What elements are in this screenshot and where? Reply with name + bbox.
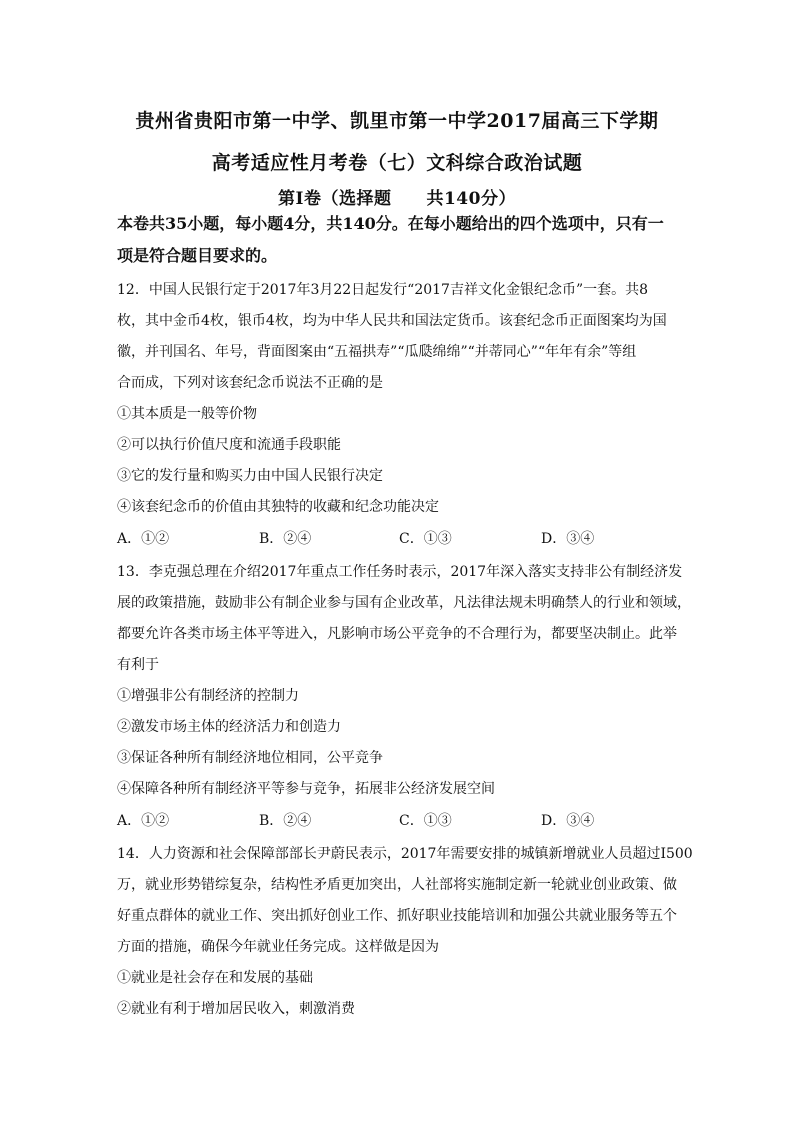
q14-stem-line: 万，就业形势错综复杂，结构性矛盾更加突出，人社部将实施制定新一轮就业创业政策、做 xyxy=(117,877,677,893)
q12-stem-line: 合而成，下列对该套纪念币说法不正确的是 xyxy=(117,375,383,391)
q14-stem-line: 好重点群体的就业工作、突出抓好创业工作、抓好职业技能培训和加强公共就业服务等五个 xyxy=(117,908,677,924)
q12-options xyxy=(117,528,682,548)
option-a: A．①② xyxy=(117,813,170,829)
q14-stem-line: 14．人力资源和社会保障部部长尹蔚民表示，2017年需要安排的城镇新增就业人员超过I500 xyxy=(117,846,693,862)
q13-item: ④保障各种所有制经济平等参与竞争，拓展非公经济发展空间 xyxy=(117,781,495,797)
option-b: B．②④ xyxy=(259,813,312,829)
q12-stem-line: 枚，其中金币4枚，银币4枚，均为中华人民共和国法定货币。该套纪念币正面图案均为国 xyxy=(117,313,667,329)
q14-stem-line: 方面的措施，确保今年就业任务完成。这样做是因为 xyxy=(117,939,439,955)
q12-stem-line: 徽，并刊国名、年号，背面图案由“五福拱寿”“瓜瓞绵绵”“并蒂同心”“年年有余”等组 xyxy=(117,344,637,360)
q13-stem-line: 有利于 xyxy=(117,657,159,673)
option-a: A．①② xyxy=(117,531,170,547)
instruction-line: 项是符合题目要求的。 xyxy=(117,246,278,265)
q12-item: ①其本质是一般等价物 xyxy=(117,406,257,422)
option-c: C．①③ xyxy=(399,531,452,547)
q13-item: ①增强非公有制经济的控制力 xyxy=(117,688,299,704)
q14-item: ①就业是社会存在和发展的基础 xyxy=(117,970,313,986)
exam-title-line1: 贵州省贵阳市第一中学、凯里市第一中学2017届高三下学期 xyxy=(135,110,659,132)
q13-stem-line: 展的政策措施，鼓励非公有制企业参与国有企业改革，凡法律法规未明确禁人的行业和领域， xyxy=(117,595,691,611)
q13-item: ②激发市场主体的经济活力和创造力 xyxy=(117,719,341,735)
q14-item: ②就业有利于增加居民收入，刺激消费 xyxy=(117,1001,355,1017)
option-d: D．③④ xyxy=(541,813,595,829)
instruction-line: 本卷共35小题，每小题4分，共140分。在每小题给出的四个选项中，只有一 xyxy=(117,214,664,233)
q13-options xyxy=(117,810,682,830)
q12-item: ②可以执行价值尺度和流通手段职能 xyxy=(117,437,341,453)
option-d: D．③④ xyxy=(541,531,595,547)
exam-title-line2: 高考适应性月考卷（七）文科综合政治试题 xyxy=(211,152,583,174)
q12-item: ④该套纪念币的价值由其独特的收藏和纪念功能决定 xyxy=(117,499,439,515)
q13-stem-line: 都要允许各类市场主体平等进入，凡影响市场公平竞争的不合理行为，都要坚决制止。此举 xyxy=(117,626,677,642)
section-title: 第Ⅰ卷（选择题 共140分） xyxy=(278,189,516,209)
q12-item: ③它的发行量和购买力由中国人民银行决定 xyxy=(117,468,383,484)
option-b: B．②④ xyxy=(259,531,312,547)
q13-item: ③保证各种所有制经济地位相同，公平竞争 xyxy=(117,750,383,766)
q13-stem-line: 13．李克强总理在介绍2017年重点工作任务时表示，2017年深入落实支持非公有制经济发 xyxy=(117,564,683,580)
option-c: C．①③ xyxy=(399,813,452,829)
q12-stem-line: 12．中国人民银行定于2017年3月22日起发行“2017吉祥文化金银纪念币”一套。共8 xyxy=(117,282,649,298)
